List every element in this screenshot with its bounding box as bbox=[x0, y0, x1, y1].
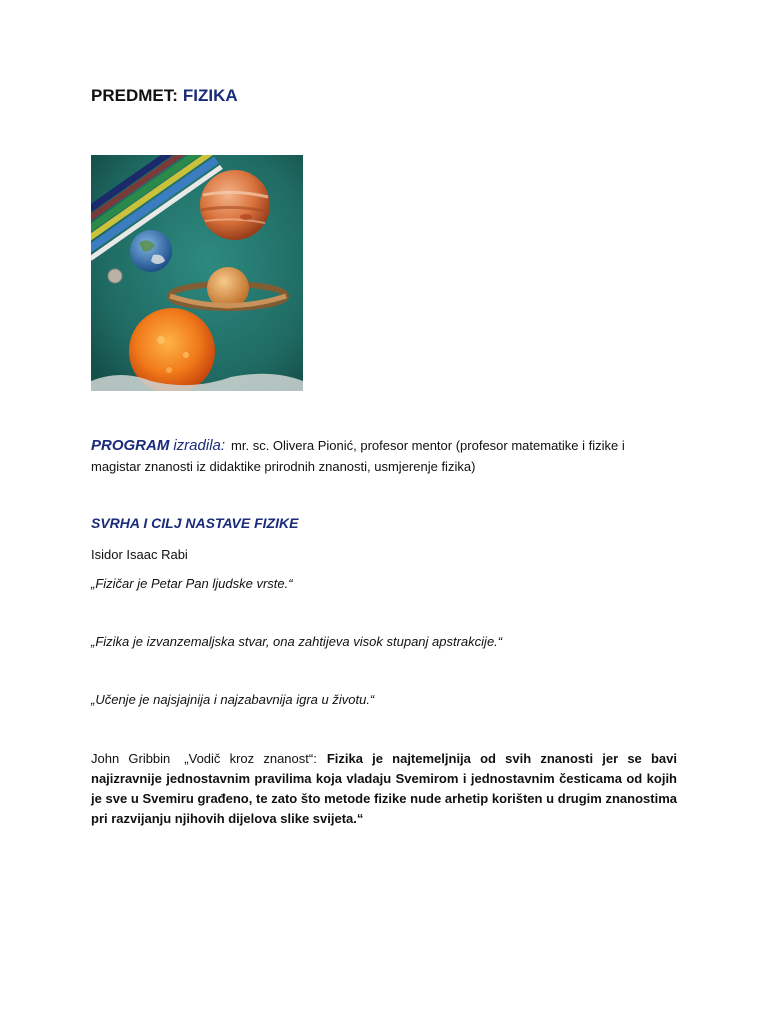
quote-3: „Učenje je najsjajnija i najzabavnija igra u životu.“ bbox=[91, 692, 375, 707]
quote-author: Isidor Isaac Rabi bbox=[91, 547, 188, 562]
gribbin-paragraph bbox=[91, 749, 677, 829]
heading-prefix: PREDMET: bbox=[91, 86, 178, 105]
jupiter-icon bbox=[200, 170, 270, 240]
program-label: PROGRAM bbox=[91, 437, 170, 454]
gribbin-author: John Gribbin bbox=[91, 751, 171, 766]
program-author-paragraph bbox=[91, 435, 677, 477]
program-author-text: mr. sc. Olivera Pionić, profesor mentor (profesor matematike i fizike i magistar znanosti iz didaktike prirodnih znanosti, usmjerenje fizika) bbox=[91, 438, 625, 474]
section-title: SVRHA I CILJ NASTAVE FIZIKE bbox=[91, 515, 299, 531]
earth-icon bbox=[130, 230, 172, 272]
quote-2: „Fizika je izvanzemaljska stvar, ona zahtijeva visok stupanj apstrakcije.“ bbox=[91, 634, 503, 649]
gribbin-book: „Vodič kroz znanost“: bbox=[184, 751, 317, 766]
quote-1: „Fizičar je Petar Pan ljudske vrste.“ bbox=[91, 576, 293, 591]
planets-cover-image bbox=[91, 155, 303, 391]
gribbin-text: Fizika je najtemeljnija od svih znanosti jer se bavi najizravnije jednostavnim pravilima koja vladaju Svemirom i jednostavnim česticama od kojih je sve u Svemiru građeno, te zato što metode fizike nude arhetip korišten u drugim znanostima pri razvijanju njihovih dijelova slike svijeta.“ bbox=[91, 751, 677, 826]
moon-icon bbox=[108, 269, 122, 283]
heading-subject: FIZIKA bbox=[182, 86, 238, 105]
page-heading bbox=[91, 86, 238, 106]
program-label-suffix: izradila: bbox=[173, 437, 226, 454]
